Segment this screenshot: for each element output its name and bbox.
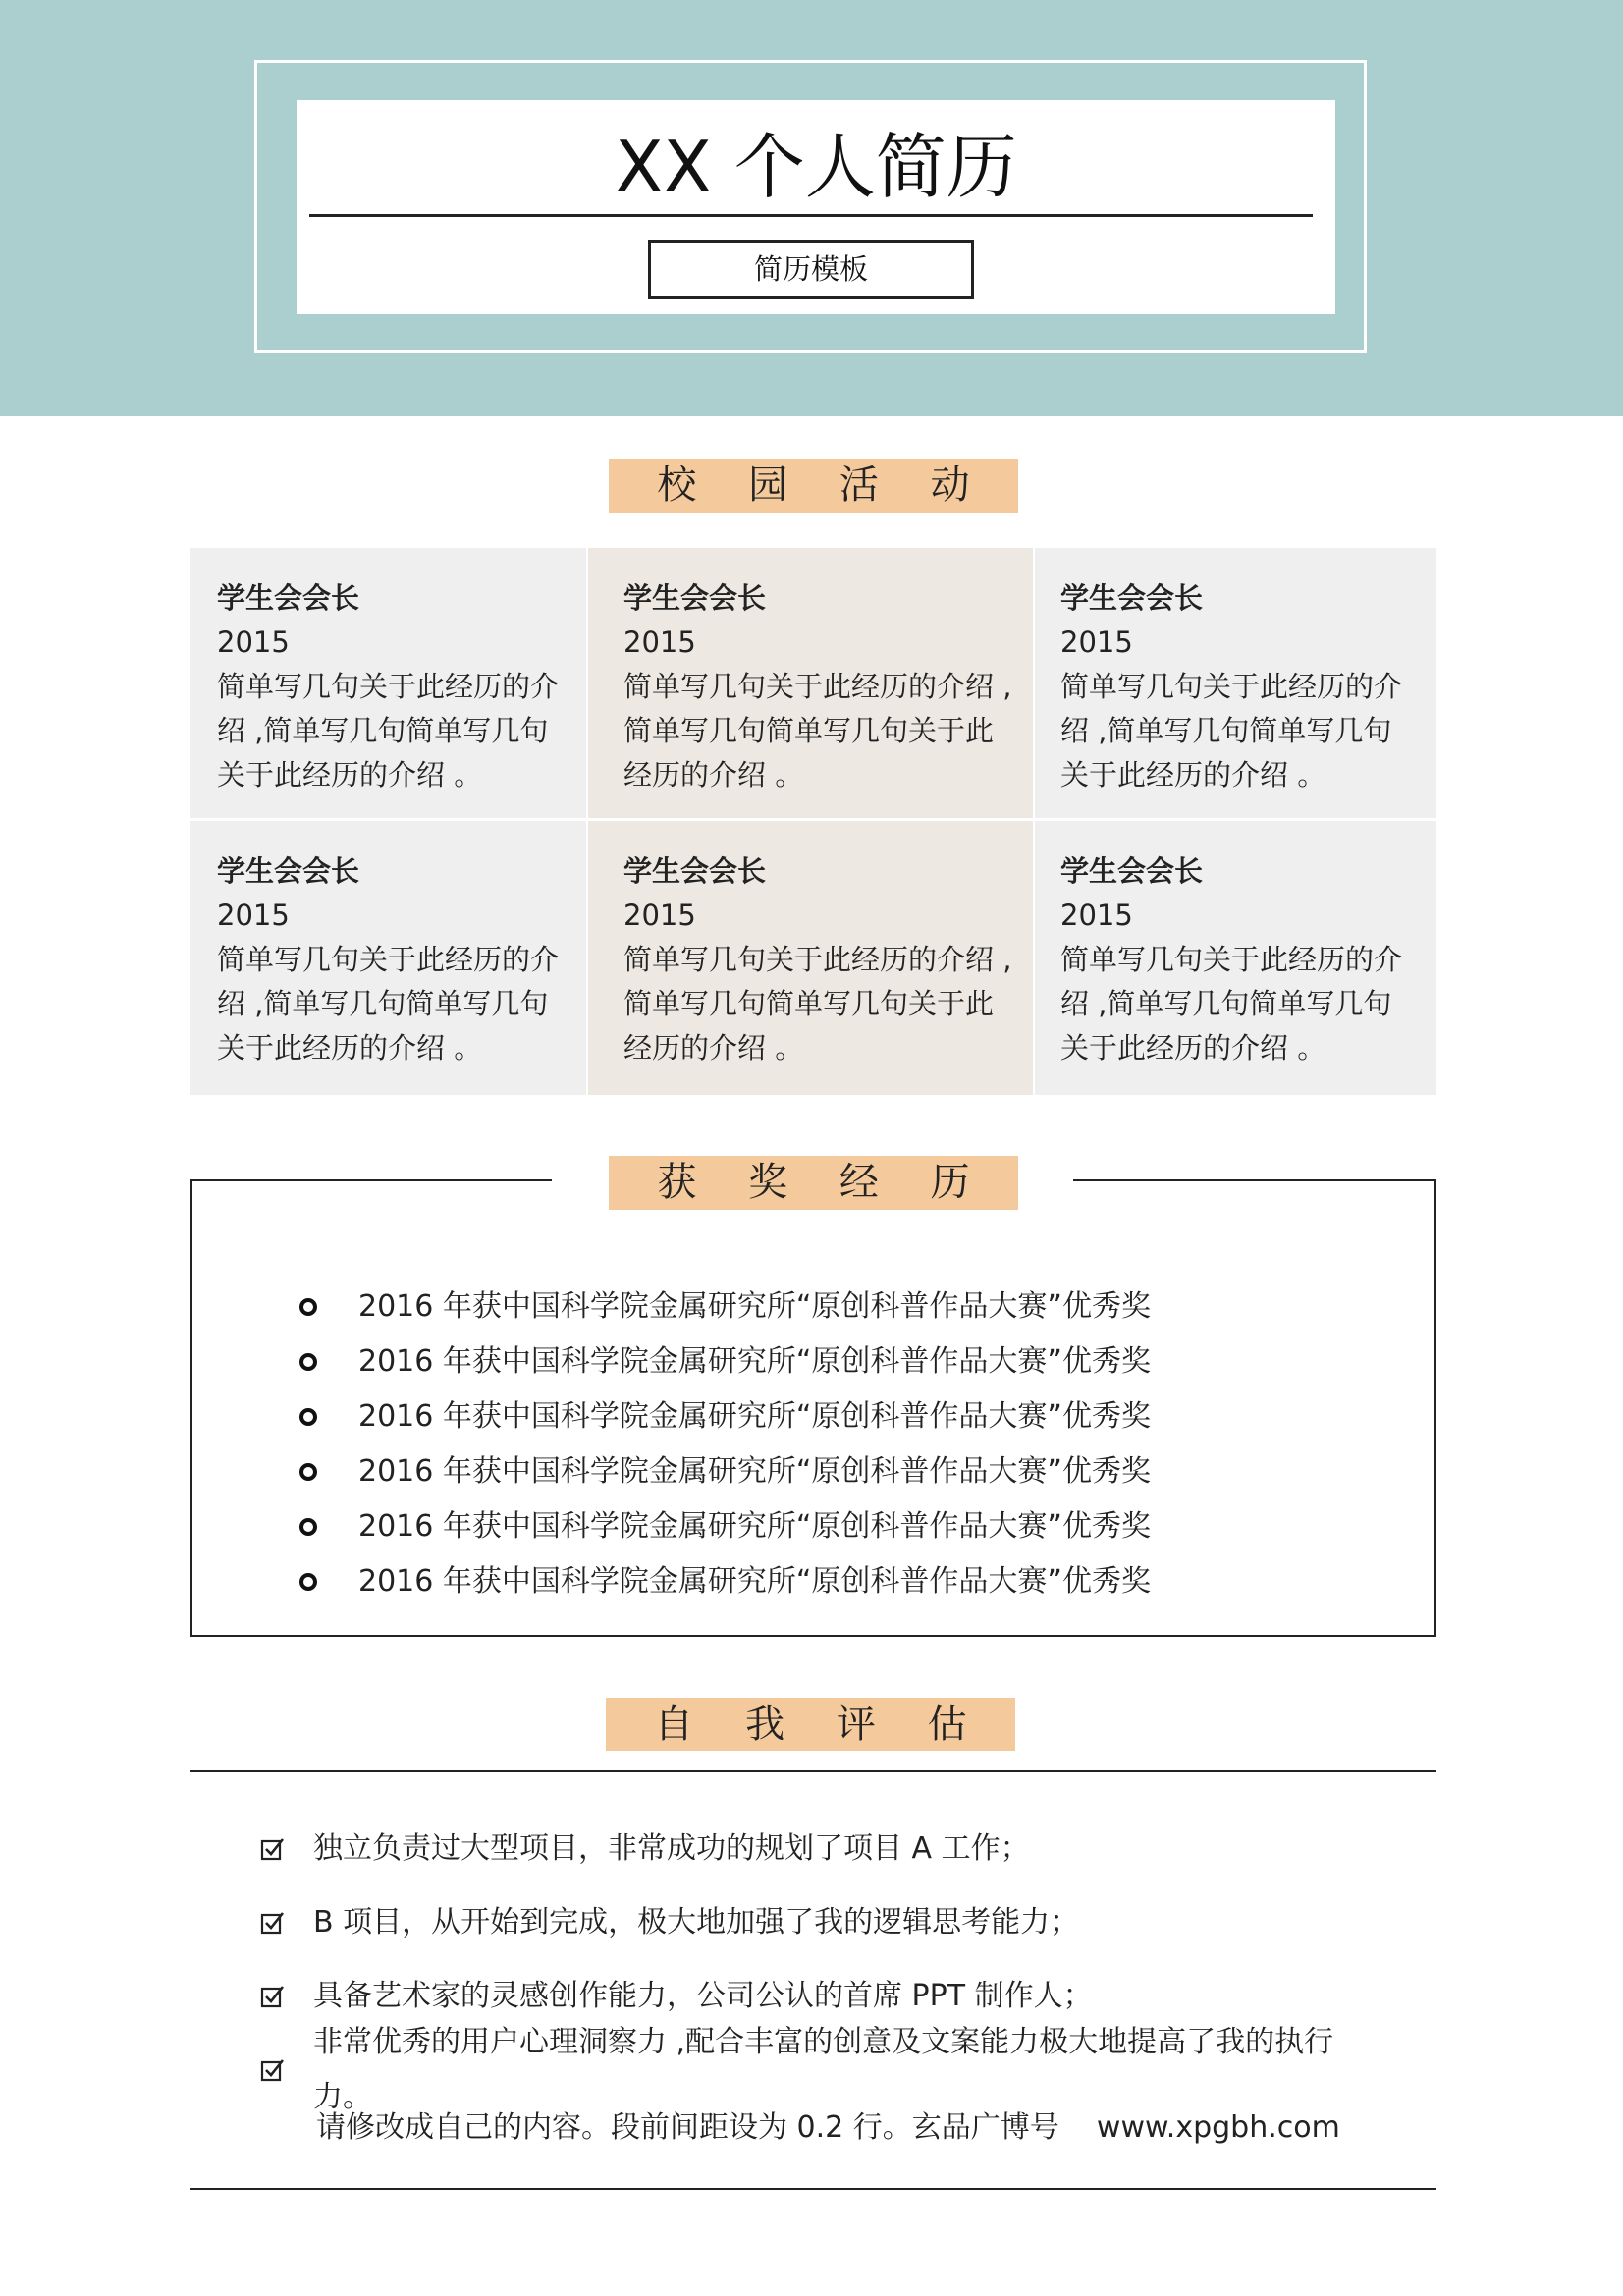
campus-activity-grid xyxy=(190,548,1436,1095)
ring-bullet-icon xyxy=(299,1353,317,1371)
activity-year: 2015 xyxy=(217,626,290,659)
activity-title: 学生会会长 xyxy=(217,854,360,888)
activity-year: 2015 xyxy=(217,899,290,932)
subtitle-box: 简历模板 xyxy=(648,240,974,299)
award-text: 2016 年获中国科学院金属研究所“原创科普作品大赛”优秀奖 xyxy=(358,1289,1151,1324)
list-item xyxy=(299,1500,1380,1555)
ring-bullet-icon xyxy=(299,1573,317,1591)
activity-description: 简单写几句关于此经历的介绍 ,简单写几句简单写几句关于此经历的介绍 。 xyxy=(1060,670,1403,792)
list-item xyxy=(299,1335,1380,1390)
list-item xyxy=(260,2024,1389,2114)
self-assessment-text: 非常优秀的用户心理洞察力 ,配合丰富的创意及文案能力极大地提高了我的执行力。 xyxy=(313,2024,1334,2114)
list-item xyxy=(299,1445,1380,1500)
activity-title: 学生会会长 xyxy=(1060,854,1204,888)
awards-list xyxy=(299,1280,1380,1610)
ring-bullet-icon xyxy=(299,1298,317,1316)
title-divider xyxy=(309,214,1313,217)
activity-description: 简单写几句关于此经历的介绍 ,简单写几句简单写几句关于此经历的介绍 。 xyxy=(217,943,560,1065)
awards-box-top-line xyxy=(1073,1179,1436,1181)
checkbox-checked-icon xyxy=(260,1836,286,1862)
self-assessment-list xyxy=(260,1812,1389,2114)
activity-description: 简单写几句关于此经历的介绍 ,简单写几句简单写几句关于此经历的介绍 。 xyxy=(623,670,1012,792)
self-assessment-bottom-rule xyxy=(190,2188,1436,2190)
ring-bullet-icon xyxy=(299,1518,317,1536)
activity-year: 2015 xyxy=(623,899,696,932)
activity-year: 2015 xyxy=(1060,899,1133,932)
awards-section-heading: 获 奖 经 历 xyxy=(609,1156,1018,1210)
self-assessment-top-rule xyxy=(190,1770,1436,1772)
award-text: 2016 年获中国科学院金属研究所“原创科普作品大赛”优秀奖 xyxy=(358,1344,1151,1379)
awards-box-top-line xyxy=(190,1179,552,1181)
activity-description: 简单写几句关于此经历的介绍 ,简单写几句简单写几句关于此经历的介绍 。 xyxy=(217,670,560,792)
self-assessment-heading: 自 我 评 估 xyxy=(606,1698,1015,1751)
activity-title: 学生会会长 xyxy=(217,581,360,615)
award-text: 2016 年获中国科学院金属研究所“原创科普作品大赛”优秀奖 xyxy=(358,1399,1151,1434)
activity-description: 简单写几句关于此经历的介绍 ,简单写几句简单写几句关于此经历的介绍 。 xyxy=(623,943,1012,1065)
self-assessment-text: 具备艺术家的灵感创作能力，公司公认的首席 PPT 制作人； xyxy=(313,1978,1093,2013)
activity-card xyxy=(588,821,1033,1095)
activity-year: 2015 xyxy=(1060,626,1133,659)
campus-section-heading: 校 园 活 动 xyxy=(609,459,1018,513)
activity-card xyxy=(190,548,586,818)
activity-card xyxy=(588,548,1033,818)
activity-title: 学生会会长 xyxy=(623,581,767,615)
ring-bullet-icon xyxy=(299,1463,317,1481)
self-assessment-text: 独立负责过大型项目，非常成功的规划了项目 A 工作； xyxy=(313,1831,1030,1866)
list-item xyxy=(260,1812,1389,1886)
page-title: XX 个人简历 xyxy=(615,126,1017,208)
list-item xyxy=(299,1555,1380,1610)
checkbox-checked-icon xyxy=(260,1910,286,1936)
award-text: 2016 年获中国科学院金属研究所“原创科普作品大赛”优秀奖 xyxy=(358,1454,1151,1489)
activity-card xyxy=(1035,548,1436,818)
award-text: 2016 年获中国科学院金属研究所“原创科普作品大赛”优秀奖 xyxy=(358,1509,1151,1544)
award-text: 2016 年获中国科学院金属研究所“原创科普作品大赛”优秀奖 xyxy=(358,1564,1151,1599)
activity-card xyxy=(1035,821,1436,1095)
ring-bullet-icon xyxy=(299,1408,317,1426)
activity-title: 学生会会长 xyxy=(623,854,767,888)
checkbox-checked-icon xyxy=(260,2057,286,2083)
activity-description: 简单写几句关于此经历的介绍 ,简单写几句简单写几句关于此经历的介绍 。 xyxy=(1060,943,1403,1065)
list-item xyxy=(299,1280,1380,1335)
list-item xyxy=(260,1886,1389,1959)
self-assessment-note: 请修改成自己的内容。段前间距设为 0.2 行。玄品广博号 www.xpgbh.com xyxy=(316,2110,1340,2145)
self-assessment-text: B 项目，从开始到完成，极大地加强了我的逻辑思考能力； xyxy=(313,1904,1080,1940)
activity-year: 2015 xyxy=(623,626,696,659)
activity-card xyxy=(190,821,586,1095)
activity-title: 学生会会长 xyxy=(1060,581,1204,615)
checkbox-checked-icon xyxy=(260,1984,286,2009)
list-item xyxy=(299,1390,1380,1445)
